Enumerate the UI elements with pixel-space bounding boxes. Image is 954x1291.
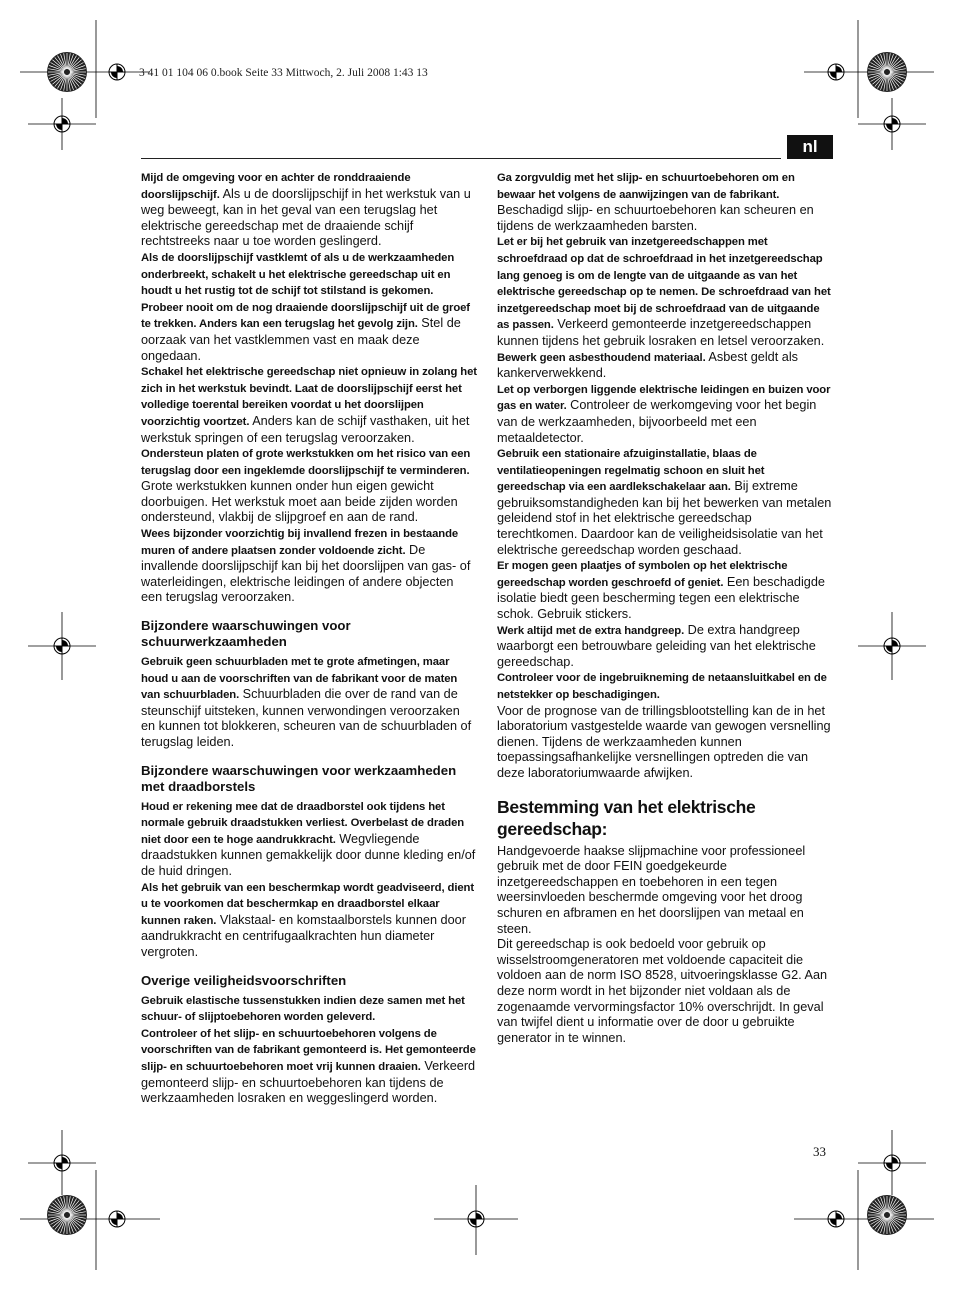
paragraph — [497, 350, 833, 382]
paragraph — [141, 250, 477, 364]
paragraph-text: Als u de doorslijpschijf in het werkstuk van u weg beweegt, kan in het geval van een terugslag het elektrische gereedschap met de draaiende schijf rechtstreeks naar u toe worden geslingerd. — [141, 186, 471, 249]
paragraph-text: Schuurbladen die over de rand van de steunschijf uitsteken, kunnen verwondingen veroorzaken en kunnen tot blokkeren, scheuren van de schuurbladen of terugslag leiden. — [141, 687, 472, 749]
subheading: Bijzondere waarschuwingen voor schuurwerkzaamheden — [141, 618, 351, 650]
paragraph — [497, 844, 833, 938]
paragraph-bold-lead: Let op verborgen liggende elektrische leidingen en buizen voor gas en water. — [497, 383, 831, 413]
paragraph — [141, 654, 477, 751]
paragraph-text: Controleer de werkomgeving voor het begin van de werkzaamheden, bijvoorbeeld met een metaaldetector. — [497, 398, 817, 445]
paragraph — [497, 170, 833, 234]
paragraph-bold-lead: Let er bij het gebruik van inzetgereedschappen met schroefdraad op dat de schroefdraad in het inzetgereedschap lang genoeg is om de lengte van de uitgaande as van het elektrische gereedschap op te nemen. De schroefdraad van het inzetgereedschap moet bij de schroefdraad van de uitgaande as passen. — [497, 236, 831, 332]
paragraph — [141, 1026, 477, 1107]
paragraph-bold-lead: Als de doorslijpschijf vastklemt of als u de werkzaamheden onderbreekt, schakelt u het elektrische gereedschap uit en houdt u het rustig tot de schijf tot stilstand is gekomen. Probeer nooit om de nog draaiende doorslijpschijf uit de groef te trekken. Anders kan een terugslag het gevolg zijn. — [141, 251, 470, 331]
paragraph — [497, 670, 833, 703]
paragraph — [497, 623, 833, 671]
language-tag: nl — [787, 135, 833, 159]
paragraph-bold-lead: Gebruik een stationaire afzuiginstallatie, blaas de ventilatieopeningen regelmatig schoon en sluit het gereedschap via een aardlekschakelaar aan. — [497, 448, 765, 494]
paragraph — [141, 170, 477, 250]
paragraph-bold-lead: Controleer of het slijp- en schuurtoebehoren volgens de voorschriften van de fabrikant gemonteerd is. Het gemonteerde slijp- en schuurtoebehoren moet vrij kunnen draaien. — [141, 1027, 476, 1073]
paragraph-text: Verkeerd gemonteerd slijp- en schuurtoebehoren kan tijdens de werkzaamheden losraken en weggeslingerd worden. — [141, 1058, 476, 1106]
paragraph-bold-lead: Ondersteun platen of grote werkstukken om het risico van een terugslag door een ingeklemde doorslijpschijf te verminderen. — [141, 448, 471, 477]
paragraph-text: Beschadigd slijp- en schuurtoebehoren kan scheuren en tijdens de werkzaamheden barsten. — [497, 203, 814, 233]
left-column — [141, 170, 477, 1107]
paragraph — [497, 937, 833, 1046]
paragraph-text: Voor de prognose van de trillingsblootstelling kan de in het laboratorium vastgestelde waarde van gewogen versnelling dienen. Tijdens de werkzaamheden kunnen toepassingsafhankelijke versnellingen optreden die van deze laboratoriumwaarde afwijken. — [497, 703, 831, 780]
header-rule — [141, 158, 781, 159]
paragraph-bold-lead: Houd er rekening mee dat de draadborstel ook tijdens het normale gebruik draadstukken verliest. Overbelast de draden niet door een te hoge aandrukkracht. — [141, 800, 465, 846]
paragraph — [141, 446, 477, 526]
paragraph-bold-lead: Controleer voor de ingebruikneming de netaansluitkabel en de netstekker op beschadigingen. — [497, 672, 827, 701]
paragraph-bold-lead: Er mogen geen plaatjes of symbolen op het elektrische gereedschap worden geschroefd of geniet. — [497, 560, 788, 589]
paragraph-bold-lead: Gebruik geen schuurbladen met te grote afmetingen, maar houd u aan de voorschriften van de fabrikant voor de maten van schuurbladen. — [141, 656, 458, 702]
paragraph — [141, 880, 477, 961]
paragraph — [497, 704, 833, 782]
paragraph-text: Dit gereedschap is ook bedoeld voor gebruik op wisselstroomgeneratoren met voldoende capaciteit die voldoen aan de norm ISO 8528, uitvoeringsklasse G2. Aan deze norm wordt in het bijzonder niet voldaan als de zogenaamde vervormingsfactor 10% overschrijdt. In geval van twijfel dient u informatie over de door u gebruikte generator in te winnen. — [497, 937, 828, 1045]
paragraph-bold-lead: Bewerk geen asbesthoudend materiaal. — [497, 351, 706, 364]
paragraph-text: De invallende doorslijpschijf kan bij het doorslijpen van gas- of waterleidingen, elektrische leidingen of andere objecten een terugslag veroorzaken. — [141, 542, 471, 605]
paragraph-bold-lead: Mijd de omgeving voor en achter de ronddraaiende doorslijpschijf. — [141, 172, 411, 201]
paragraph — [497, 234, 833, 349]
paragraph-text: Anders kan de schijf vasthaken, uit het werkstuk springen of een terugslag veroorzaken. — [141, 413, 470, 445]
paragraph-text: Wegvliegende draadstukken kunnen gemakkelijk door dunne kleding en/of de huid dringen. — [141, 831, 476, 878]
subheading: Bijzondere waarschuwingen voor werkzaamheden met draadborstels — [141, 762, 457, 794]
paragraph-text: Grote werkstukken kunnen onder hun eigen gewicht doorbuigen. Het werkstuk moet aan beide zijden worden ondersteund, vlakbij de slijpgroef en aan de rand. — [141, 479, 458, 525]
paragraph — [141, 993, 477, 1026]
paragraph-text: De extra handgreep waarborgt een betrouwbare geleiding van het elektrische gereedschap. — [497, 622, 816, 669]
paragraph — [497, 446, 833, 558]
paragraph-text: Verkeerd gemonteerde inzetgereedschappen kunnen tijdens het gebruik losraken en letsel veroorzaken. — [497, 317, 825, 348]
paragraph-bold-lead: Als het gebruik van een beschermkap wordt geadviseerd, dient u te voorkomen dat beschermkap en draadborstel elkaar kunnen raken. — [141, 881, 475, 927]
subheading: Overige veiligheidsvoorschriften — [141, 972, 347, 988]
paragraph-text: Bij extreme gebruiksomstandigheden kan bij het bewerken van metalen geleidend stof in het elektrische gereedschap terechtkomen. Daardoor kan de veiligheidsisolatie van het elektrische gereedschap worden geschaad. — [497, 479, 832, 557]
page-number: 33 — [813, 1144, 826, 1159]
paragraph-text: Handgevoerde haakse slijpmachine voor professioneel gebruik met de door FEIN goedgekeurde inzetgereedschappen en toebehoren in een tegen weersinvloeden beschermde omgeving voor het droog schuren en afbramen en het doorslijpen van metaal en steen. — [497, 843, 806, 936]
paragraph-bold-lead: Schakel het elektrische gereedschap niet opnieuw in zolang het zich in het werkstuk bevindt. Laat de doorslijpschijf eerst het volledige toerental bereiken voordat u het doorslijpen voorzichtig voortzet. — [141, 366, 477, 428]
paragraph — [141, 799, 477, 880]
section-heading: Bestemming van het elektrische gereedschap: — [497, 796, 756, 839]
paragraph-text: Een beschadigde isolatie biedt geen bescherming tegen een elektrische schok. Gebruik stickers. — [497, 574, 825, 622]
paragraph-bold-lead: Gebruik elastische tussenstukken indien deze samen met het schuur- of slijptoebehoren worden geleverd. — [141, 994, 465, 1024]
paragraph — [497, 558, 833, 622]
paragraph-text: Asbest geldt als kankerverwekkend. — [497, 349, 799, 381]
print-info: 3 41 01 104 06 0.book Seite 33 Mittwoch, 2. Juli 2008 1:43 13 — [139, 67, 428, 79]
paragraph-text: Vlakstaal- en komstaalborstels kunnen door aandrukkracht en centrifugaalkrachten hun diameter vergroten. — [141, 912, 466, 959]
paragraph-text: Stel de oorzaak van het vastklemmen vast en maak deze ongedaan. — [141, 316, 461, 363]
paragraph — [141, 526, 477, 606]
right-column — [497, 170, 833, 1046]
paragraph — [141, 364, 477, 446]
paragraph-bold-lead: Werk altijd met de extra handgreep. — [497, 624, 685, 637]
paragraph — [497, 382, 833, 446]
paragraph-bold-lead: Ga zorgvuldig met het slijp- en schuurtoebehoren om en bewaar het volgens de aanwijzingen van de fabrikant. — [497, 172, 795, 201]
paragraph-bold-lead: Wees bijzonder voorzichtig bij invallend frezen in bestaande muren of andere plaatsen zonder voldoende zicht. — [141, 528, 459, 557]
